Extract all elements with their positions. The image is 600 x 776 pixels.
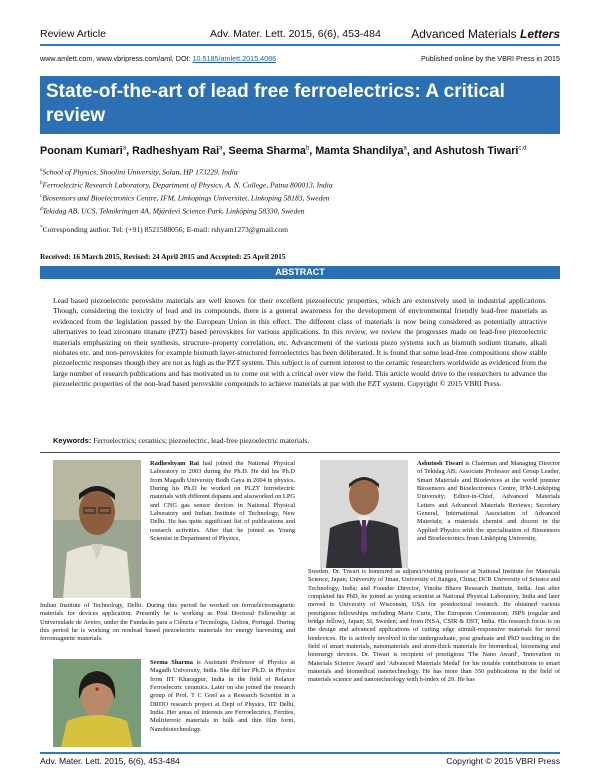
affiliation-text: Biosensors and Bioelectronics Centre, IFM, Linkopings Universitet, Linkoping 58183, Sweden bbox=[42, 193, 330, 203]
bio-name: Radheshyam Rai bbox=[150, 460, 199, 467]
footer-rule bbox=[40, 752, 560, 754]
footer-citation: Adv. Mater. Lett. 2015, 6(6), 453-484 bbox=[40, 756, 180, 766]
article-title: State-of-the-art of lead free ferroelectrics: A critical review bbox=[46, 81, 505, 126]
affiliations bbox=[40, 165, 333, 218]
affiliation-line bbox=[40, 178, 333, 191]
doi-link[interactable]: 10.5185/amlett.2015.4086 bbox=[192, 54, 277, 63]
journal-name-b: Letters bbox=[519, 27, 560, 41]
keywords-text: Ferroelectrics; ceramics; piezoelectric, lead-free piezoelectric materials. bbox=[93, 436, 310, 445]
article-dates: Received: 16 March 2015, Revised: 24 April 2015 and Accepted: 25 April 2015 bbox=[40, 252, 286, 261]
affiliation-line bbox=[40, 204, 333, 217]
bio-radheshyam-rai: Radheshyam Rai had joined the National Physical Laboratory in 2003 during the Ph.D. He did his Ph.D from Magadh University Bodh Gaya in 2004 in physics. During his Ph.D he worked on PLZT ferroelectric materials with different dopants and alsoworked on LPG and CNG gas sensor devices in National Physical Laboratory and Indian Institute of Technology, New Delhi. He has quite significant list of publications and research activities. After that he joined as Young Scientist in Department of Physics, bbox=[150, 460, 295, 543]
page-footer bbox=[40, 756, 560, 766]
author-affiliation-mark: b bbox=[305, 145, 310, 152]
bio-name: Seema Sharma bbox=[150, 659, 193, 666]
author-affiliation-mark: c,d bbox=[518, 145, 527, 152]
bio-ashutosh-tiwari: Ashutosh Tiwari is Chairman and Managing Director of Tekidag AB; Associate Professor and Group Leader, Smart Materials and Biodevices at the world premier Biosensors and Bioelectronics Centre, IFM-Linköping University; Editor-in-Chief, Advanced Materials Letters and Advanced Materials Reviews; Secretary General, International Association of Advanced Materials; a materials chemist and docent in the Applied Physics with the specialisation of Biosensors and Bioelectronics from Linköping University, bbox=[417, 460, 560, 543]
keywords bbox=[53, 436, 309, 445]
affiliation-line bbox=[40, 165, 333, 178]
footer-copyright: Copyright © 2015 VBRI Press bbox=[446, 756, 560, 766]
bio-seema-sharma: Seema Sharma is Assistant Professor of Physics at Magadh University, India. She did her Ph.D. in Physics from IIT Kharagpur, India in the field of Relaxor Ferroelectric ceramics. Later on she joined the research group of Prof. T C Goel as a Research Scientist in a DRDO research project at Dept of Physics, IIT Delhi, India. Her areas of interests are Ferroelectrics, Ferrites, Multiferroic materials in bulk and thin film form, Nanobiotechnology. bbox=[150, 659, 295, 733]
keywords-label: Keywords: bbox=[53, 436, 92, 445]
photo-radheshyam-rai bbox=[53, 460, 141, 598]
journal-name bbox=[411, 27, 560, 41]
photo-ashutosh-tiwari bbox=[320, 460, 408, 568]
title-band bbox=[40, 76, 560, 134]
published-online: Published online by the VBRI Press in 2015 bbox=[420, 54, 560, 63]
author-affiliation-mark: a bbox=[403, 145, 407, 152]
journal-name-a: Advanced Materials bbox=[411, 27, 517, 41]
asterisk: * bbox=[40, 225, 43, 231]
header-rule bbox=[40, 44, 560, 46]
keywords-rule bbox=[40, 452, 560, 453]
affiliation-line bbox=[40, 191, 333, 204]
photo-seema-sharma bbox=[53, 659, 141, 747]
affiliation-mark: d bbox=[40, 207, 43, 213]
abstract-body: Lead based piezoelectric perovskite materials are well known for their excellent piezoelectric properties, which are extensively used in industrial applications. Though, considering the toxicity of lead and its compounds, there is a general awareness for the development of environmental friendly lead-free materials as evidenced from the legislation passed by the European Union in this effect. The different class of materials is now being considered as potentially attractive alternatives to lead zirconate titanate (PZT) based perovskites for various applications. In this review, we review the progresses made on lead-free piezoelectric materials emphasizing on their synthesis, structure–property correlation, etc. Advancement of the various piezo systems such as bismuth sodium titanate, alkali niobates etc. and non-perovskites for example bismuth layer-structured ferroelectrics has been deliberated. It is found that some lead-free compositions show stable piezoelectric responses though they are not as high as the PZT system. This subject is of current interest to the ceramic researchers worldwide as evidenced from the large number of research publications and has motivated us to come out with a critical over view the field. This article would drive to the researchers to advance the piezoelectric properties of the non-lead based perovskite compounds to achieve materials at par with the PZT system. Copyright © 2015 VBRI Press. bbox=[53, 296, 547, 389]
header-citation: Adv. Mater. Lett. 2015, 6(6), 453-484 bbox=[210, 28, 381, 40]
affiliation-mark: c bbox=[40, 194, 43, 200]
url-prefix: www.amlett.com, www.vbripress.com/aml, DOI: bbox=[40, 54, 193, 63]
author-name: Radheshyam Rai bbox=[132, 145, 220, 157]
author-name: Mamta Shandilya bbox=[315, 145, 404, 157]
affiliation-text: School of Physics, Shoolini University, Solan, HP 173229, India bbox=[42, 167, 238, 177]
author-affiliation-mark: a bbox=[122, 145, 127, 152]
corresponding-author: *Corresponding author. Tel: (+91) 8521588056; E-mail: rshyam1273@gmail.com bbox=[40, 225, 289, 234]
affiliation-mark: a bbox=[40, 168, 43, 173]
affiliation-text: Tekidag AB, UCS, Teknikringen 4A, Mjärdevi Science Park, Linköping 58330, Sweden bbox=[42, 206, 305, 216]
article-type: Review Article bbox=[40, 28, 106, 40]
author-name: Ashutosh Tiwari bbox=[434, 145, 519, 157]
author-name: Poonam Kumari bbox=[40, 145, 123, 157]
affiliation-text: Ferroelectric Research Laboratory, Department of Physics, A. N. College, Patna 800013, India bbox=[42, 180, 333, 190]
abstract-heading: ABSTRACT bbox=[40, 266, 560, 279]
author-list: Poonam Kumari$^a$, Radheshyam Rai$^a$, Seema Sharma$^b$, Mamta Shandilya$^a$, and Ashutosh Tiwari$^{c,d}$ bbox=[40, 145, 527, 157]
url-line bbox=[40, 54, 560, 63]
affiliation-mark: b bbox=[40, 181, 43, 187]
bio-radheshyam-rai-cont: Indian Institute of Technology, Delhi. During this period he worked on ferroelectromagnetic materials for devices application. Presently he is working as Post Doctoral Fellowship at Universidade de Aveiro, under the Fundacão para a Ciência e Tecnologia, Lisboa, Portugal. During this period he is working on nonlead based piezoelectric materials for energy harvesting and ferromagnetic materials. bbox=[40, 602, 295, 643]
bio-name: Ashutosh Tiwari bbox=[417, 460, 464, 467]
bio-ashutosh-tiwari-cont: Sweden. Dr. Tiwari is honoured as adjunct/visiting professor at National Institute for Materials Science, Japan; University of Jinan, University of Jiangsu, China; DCR University of Science and Technology, India; and Founder Director, Vinoba Bhave Research Institute, India. Just after completed his PhD, he joined as young scientist at National Physical Laboratory, India and later moved to University of Wisconsin, USA for postdoctoral research. He obtained various prestigious fellowships including Marie Curie, The European Commission; JSPS (regular and bridge fellow), Japan; SI, Sweden; and from INSA, CSIR & DST, India. His research focus is on the design and advanced applications of cutting edge stimuli-responsive materials for novel biodevices. He is actively involved in the undergraduate, post graduate and PhD teaching in the field of smart materials, nanomaterials and atom-thick materials for biomedical, biosensing and bioenergy devices. Dr. Tiwari is recipient of prestigious 'The Nano Award', 'Innovation in Materials Science Award' and 'Advanced Materials Medal' for his notable contributions to smart materials and biomedical nanotechnology. He has more than 350 publications in the field of materials science and nanotechnology with h-index of 29. He has bbox=[308, 568, 560, 684]
author-affiliation-mark: a bbox=[219, 145, 223, 152]
author-name: Seema Sharma bbox=[228, 145, 306, 157]
